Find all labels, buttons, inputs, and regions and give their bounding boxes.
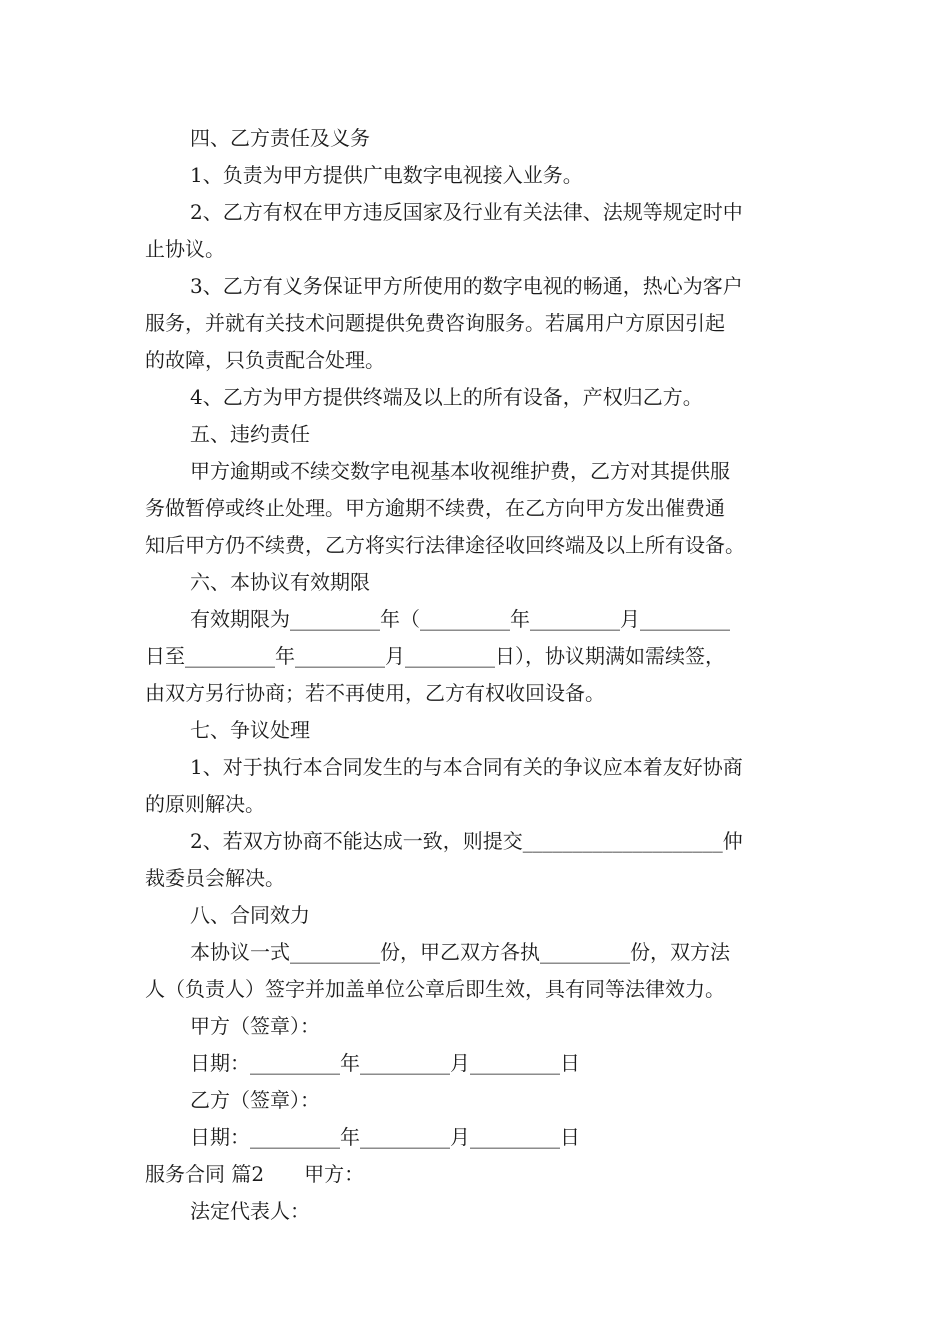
paragraph-line: 务做暂停或终止处理。甲方逾期不续费，在乙方向甲方发出催费通 <box>145 496 725 520</box>
paragraph-line: 有效期限为_________年（_________年_________月_________ <box>190 607 730 631</box>
paragraph-line: 止协议。 <box>145 237 225 261</box>
next-contract-header <box>145 1156 815 1193</box>
paragraph-line: 1、对于执行本合同发生的与本合同有关的争议应本着友好协商 <box>190 755 743 779</box>
section-heading: 七、争议处理 <box>190 718 310 742</box>
paragraph-line: 本协议一式_________份，甲乙双方各执_________份，双方法 <box>190 940 730 964</box>
paragraph-line: 的原则解决。 <box>145 792 265 816</box>
paragraph-line: 日至_________年_________月_________日），协议期满如需续签， <box>145 644 725 668</box>
paragraph-line: 裁委员会解决。 <box>145 866 285 890</box>
paragraph: 1、负责为甲方提供广电数字电视接入业务。 <box>190 163 583 187</box>
paragraph-line: 3、乙方有义务保证甲方所使用的数字电视的畅通，热心为客户 <box>190 274 743 298</box>
paragraph-line: 人（负责人）签字并加盖单位公章后即生效，具有同等法律效力。 <box>145 977 725 1001</box>
contract-body <box>145 120 815 1230</box>
section-heading: 六、本协议有效期限 <box>190 570 370 594</box>
signature-party-b: 乙方（签章）： <box>190 1088 320 1112</box>
paragraph-line: 的故障，只负责配合处理。 <box>145 348 385 372</box>
paragraph: 4、乙方为甲方提供终端及以上的所有设备，产权归乙方。 <box>190 385 703 409</box>
paragraph-line: 服务，并就有关技术问题提供免费咨询服务。若属用户方原因引起 <box>145 311 725 335</box>
legal-representative-label: 法定代表人： <box>190 1199 310 1223</box>
section-heading: 八、合同效力 <box>190 903 310 927</box>
next-party-a-label: 甲方： <box>304 1162 365 1186</box>
signature-date-b: 日期：_________年_________月_________日 <box>190 1125 580 1149</box>
section-heading: 四、乙方责任及义务 <box>190 126 370 150</box>
next-contract-title: 服务合同 篇2 <box>145 1162 265 1186</box>
paragraph-line: 2、乙方有权在甲方违反国家及行业有关法律、法规等规定时中 <box>190 200 743 224</box>
paragraph-line: 知后甲方仍不续费，乙方将实行法律途径收回终端及以上所有设备。 <box>145 533 745 557</box>
signature-date-a: 日期：_________年_________月_________日 <box>190 1051 580 1075</box>
paragraph-line: 由双方另行协商；若不再使用，乙方有权收回设备。 <box>145 681 605 705</box>
signature-party-a: 甲方（签章）： <box>190 1014 320 1038</box>
section-heading: 五、违约责任 <box>190 422 310 446</box>
paragraph-line: 2、若双方协商不能达成一致，则提交____________________仲 <box>190 829 743 853</box>
paragraph-line: 甲方逾期或不续交数字电视基本收视维护费，乙方对其提供服 <box>190 459 730 483</box>
